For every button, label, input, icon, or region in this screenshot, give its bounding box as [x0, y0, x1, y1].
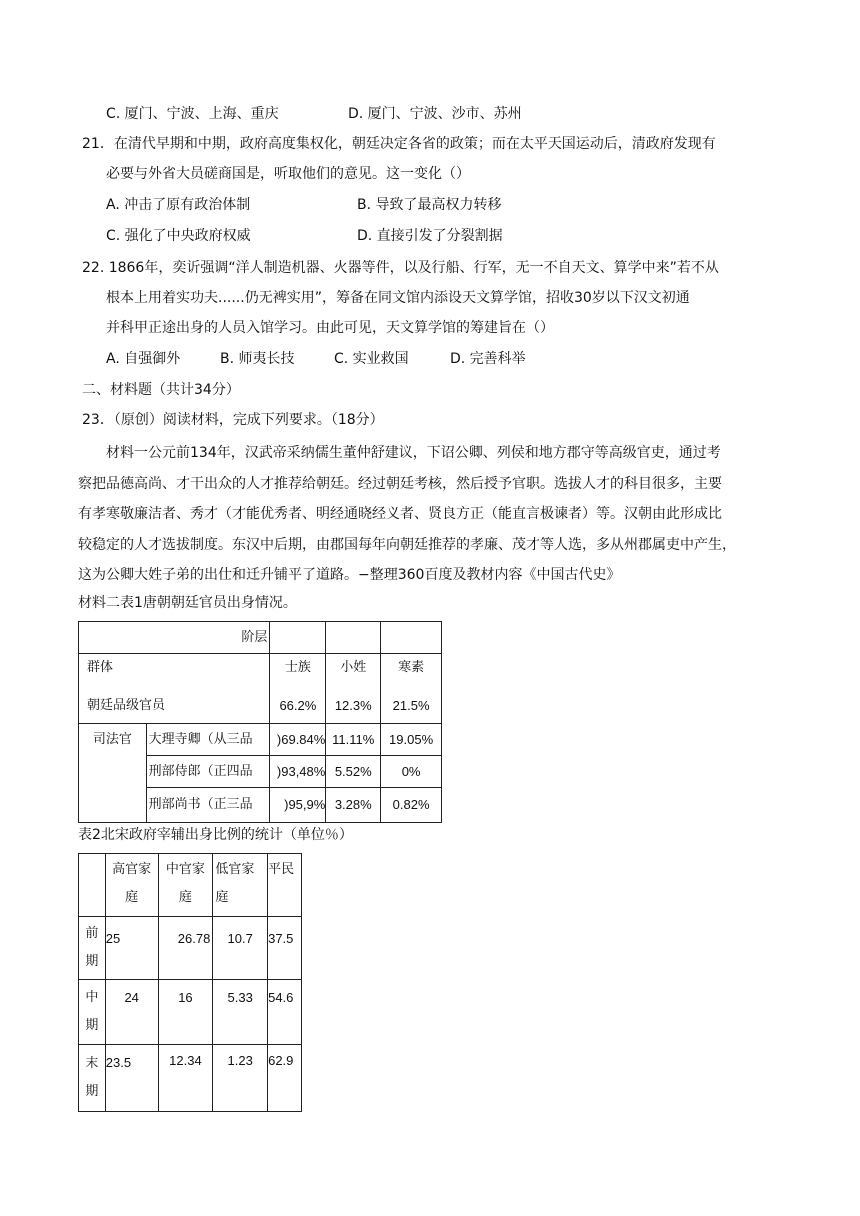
judicial-label: 司法官 — [92, 732, 132, 747]
column-header: 平民 — [268, 854, 302, 917]
material1-line4: 较稳定的人才选拔制度。东汉中后期，由郡国每年向朝廷推荐的孝廉、茂才等人选，多从州郡属吏中产生， — [78, 537, 736, 553]
table-cell: 5.52% — [326, 756, 381, 788]
official-row-label: 朝廷品级官员 — [87, 698, 166, 713]
table-cell: 26.78 — [158, 917, 213, 980]
tang-officials-table — [78, 621, 442, 823]
table-cell: 0% — [381, 756, 442, 788]
q22-option-c: C. 实业救国 — [334, 351, 409, 367]
material1-line1: 材料一公元前134年，汉武帝采纳儒生董仲舒建议，下诏公卿、列侯和地方郡守等高级官吏，通过考 — [106, 445, 721, 461]
column-header: 寒素 — [381, 654, 442, 690]
judicial-label-cell — [79, 724, 147, 823]
q21-stem-line2: 必要与外省大员磋商国是，听取他们的意见。这一变化（） — [106, 166, 470, 182]
q22-stem-line1: 22. 1866年，奕䜣强调“洋人制造机器、火器等件，以及行船、行军，无一不自天文、算学中来”若不从 — [82, 260, 719, 276]
period-label: 末 期 — [79, 1045, 106, 1112]
song-ministers-table — [78, 853, 302, 1112]
q20-option-d: D. 厦门、宁波、沙市、苏州 — [348, 106, 522, 122]
table-cell: 1.23 — [213, 1045, 268, 1112]
table-cell: )93,48% — [270, 756, 326, 788]
table-cell: 3.28% — [326, 788, 381, 823]
q21-option-c: C. 强化了中央政府权威 — [106, 228, 251, 244]
table-cell: 10.7 — [213, 917, 268, 980]
q23-title: 23．（原创）阅读材料，完成下列要求。（18分） — [82, 412, 384, 428]
table-cell: 62.9 — [268, 1045, 302, 1112]
table-cell: 37.5 — [268, 917, 302, 980]
q22-stem-line2: 根本上用着实功夫......仍无裨实用”，筹备在同文馆内添设天文算学馆，招收30岁以下汉文初通 — [106, 290, 690, 306]
table-cell: 54.6 — [268, 980, 302, 1045]
column-header: 小姓 — [326, 654, 381, 690]
material1-line2: 察把品德高尚、才干出众的人才推荐给朝廷。经过朝廷考核，然后授予官职。选拔人才的科目很多，主要 — [78, 476, 722, 492]
table-cell: )69.84% — [270, 724, 326, 756]
period-label: 中 期 — [79, 980, 106, 1045]
q21-stem-line1: 21．在清代早期和中期，政府高度集权化，朝廷决定各省的政策；而在太平天国运动后，清政府发现有 — [82, 136, 716, 152]
column-header: 士族 — [270, 654, 326, 690]
material1-line5: 这为公卿大姓子弟的出仕和迁升铺平了道路。−整理360百度及教材内容《中国古代史》 — [78, 567, 621, 583]
table-cell: )95,9% — [270, 788, 326, 823]
table-cell: 66.2% — [270, 689, 326, 724]
q20-option-c: C. 厦门、宁波、上海、重庆 — [106, 106, 279, 122]
table-cell: 12.3% — [326, 689, 381, 724]
table-cell: 16 — [158, 980, 213, 1045]
material2-caption: 材料二表1唐朝朝廷官员出身情况。 — [78, 595, 297, 611]
column-header: 中官家 庭 — [158, 854, 213, 917]
header-class-cell — [79, 622, 270, 654]
header-group-label: 群体 — [87, 660, 114, 675]
table-cell: 0.82% — [381, 788, 442, 823]
table-cell: 19.05% — [381, 724, 442, 756]
column-header: 低官家 庭 — [213, 854, 268, 917]
table-cell: 5.33 — [213, 980, 268, 1045]
q22-option-a: A. 自强御外 — [106, 351, 181, 367]
column-header: 高官家 庭 — [105, 854, 158, 917]
table-row-label: 刑部尚书（正三品 — [146, 788, 270, 823]
period-label: 前 期 — [79, 917, 106, 980]
q22-option-d: D. 完善科举 — [450, 351, 526, 367]
table-cell: 12.34 — [158, 1045, 213, 1112]
q21-option-b: B. 导致了最高权力转移 — [357, 197, 502, 213]
header-group-cell — [79, 654, 270, 690]
table-cell: 21.5% — [381, 689, 442, 724]
q21-option-a: A. 冲击了原有政治体制 — [106, 197, 251, 213]
official-row-label-cell — [79, 689, 270, 724]
q22-option-b: B. 师夷长技 — [220, 351, 295, 367]
q22-stem-line3: 并科甲正途出身的人员入馆学习。由此可见，天文算学馆的筹建旨在（） — [106, 320, 554, 336]
table-row-label: 大理寺卿（从三品 — [146, 724, 270, 756]
table-cell: 11.11% — [326, 724, 381, 756]
header-class-label: 阶层 — [241, 629, 268, 645]
material1-line3: 有孝寒敬廉洁者、秀才（才能优秀者、明经通晓经义者、贤良方正（能直言极谏者）等。汉朝由此形成比 — [78, 506, 722, 522]
table-cell: 24 — [105, 980, 158, 1045]
q21-option-d: D. 直接引发了分裂割据 — [357, 228, 503, 244]
table-row-label: 刑部侍郎（正四品 — [146, 756, 270, 788]
table-cell: 23.5 — [105, 1045, 158, 1112]
section-heading: 二、材料题（共计34分） — [82, 382, 240, 398]
table-cell: 25 — [105, 917, 158, 980]
table2-caption: 表2北宋政府宰辅出身比例的统计（单位％） — [78, 827, 353, 843]
